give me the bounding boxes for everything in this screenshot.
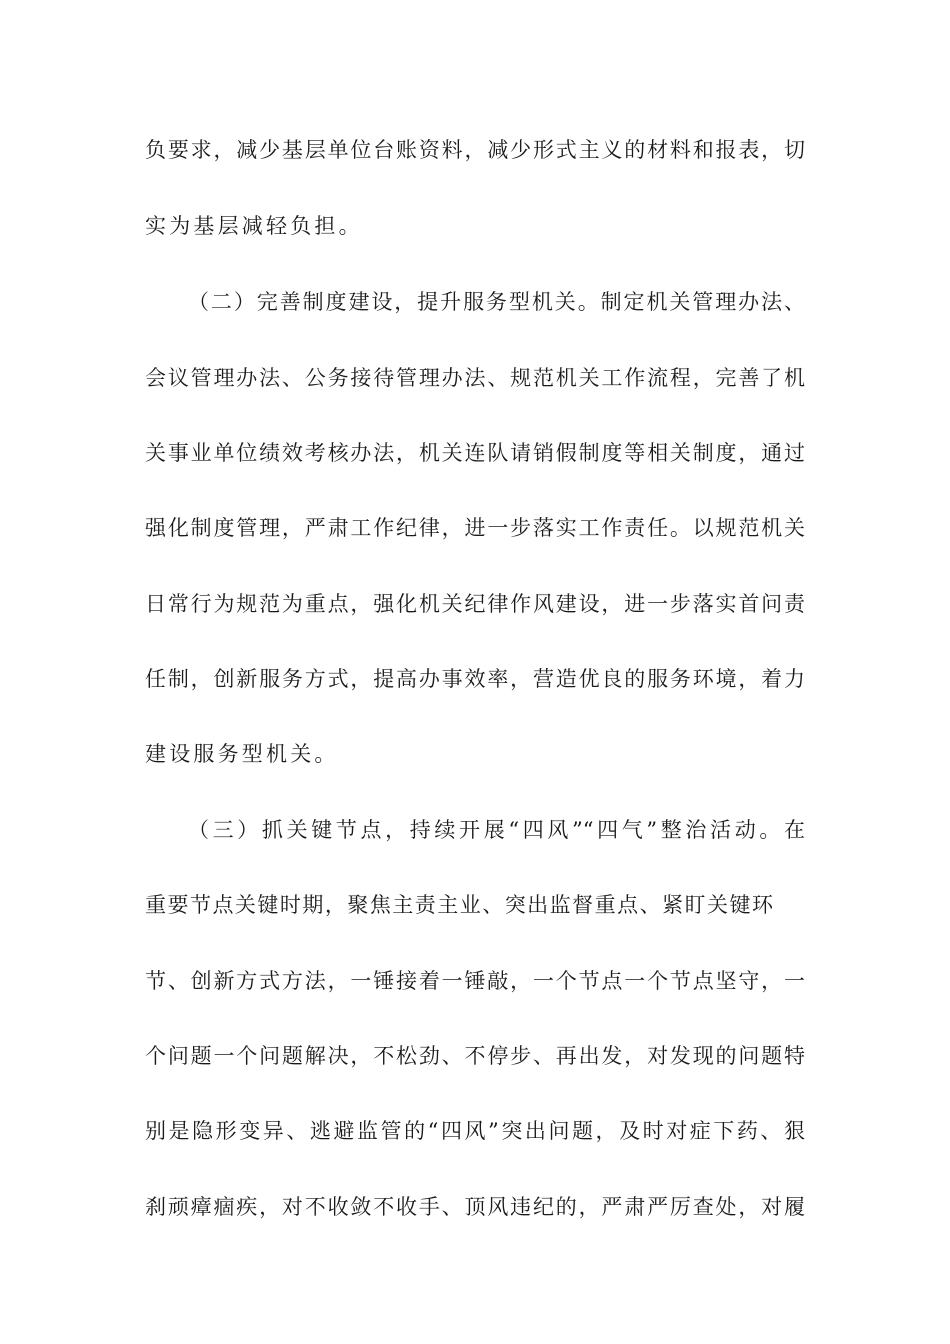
text-line: 日常行为规范为重点，强化机关纪律作风建设，进一步落实首问责 — [145, 592, 805, 616]
text-line: 强化制度管理，严肃工作纪律，进一步落实工作责任。以规范机关 — [145, 516, 805, 540]
text-line: 负要求，减少基层单位台账资料，减少形式主义的材料和报表，切 — [145, 138, 805, 162]
text-line: 建设服务型机关。 — [145, 742, 339, 766]
text-line: （三）抓关键节点，持续开展“四风”“四气”整治活动。在 — [188, 818, 805, 842]
text-line: （二）完善制度建设，提升服务型机关。制定机关管理办法、 — [188, 290, 805, 314]
text-line: 节、创新方式方法，一锤接着一锤敲，一个节点一个节点坚守，一 — [145, 969, 805, 993]
text-line: 重要节点关键时期，聚焦主责主业、突出监督重点、紧盯关键环 — [145, 893, 773, 917]
text-line: 会议管理办法、公务接待管理办法、规范机关工作流程，完善了机 — [145, 366, 805, 390]
text-line: 个问题一个问题解决，不松劲、不停步、再出发，对发现的问题特 — [145, 1044, 805, 1068]
text-line: 刹顽瘴痼疾，对不收敛不收手、顶风违纪的，严肃严厉查处，对履 — [145, 1195, 805, 1219]
text-line: 关事业单位绩效考核办法，机关连队请销假制度等相关制度，通过 — [145, 441, 805, 465]
text-line: 任制，创新服务方式，提高办事效率，营造优良的服务环境，着力 — [145, 667, 805, 691]
text-line: 实为基层减轻负担。 — [145, 214, 363, 238]
text-line: 别是隐形变异、逃避监管的“四风”突出问题，及时对症下药、狠 — [145, 1119, 805, 1143]
